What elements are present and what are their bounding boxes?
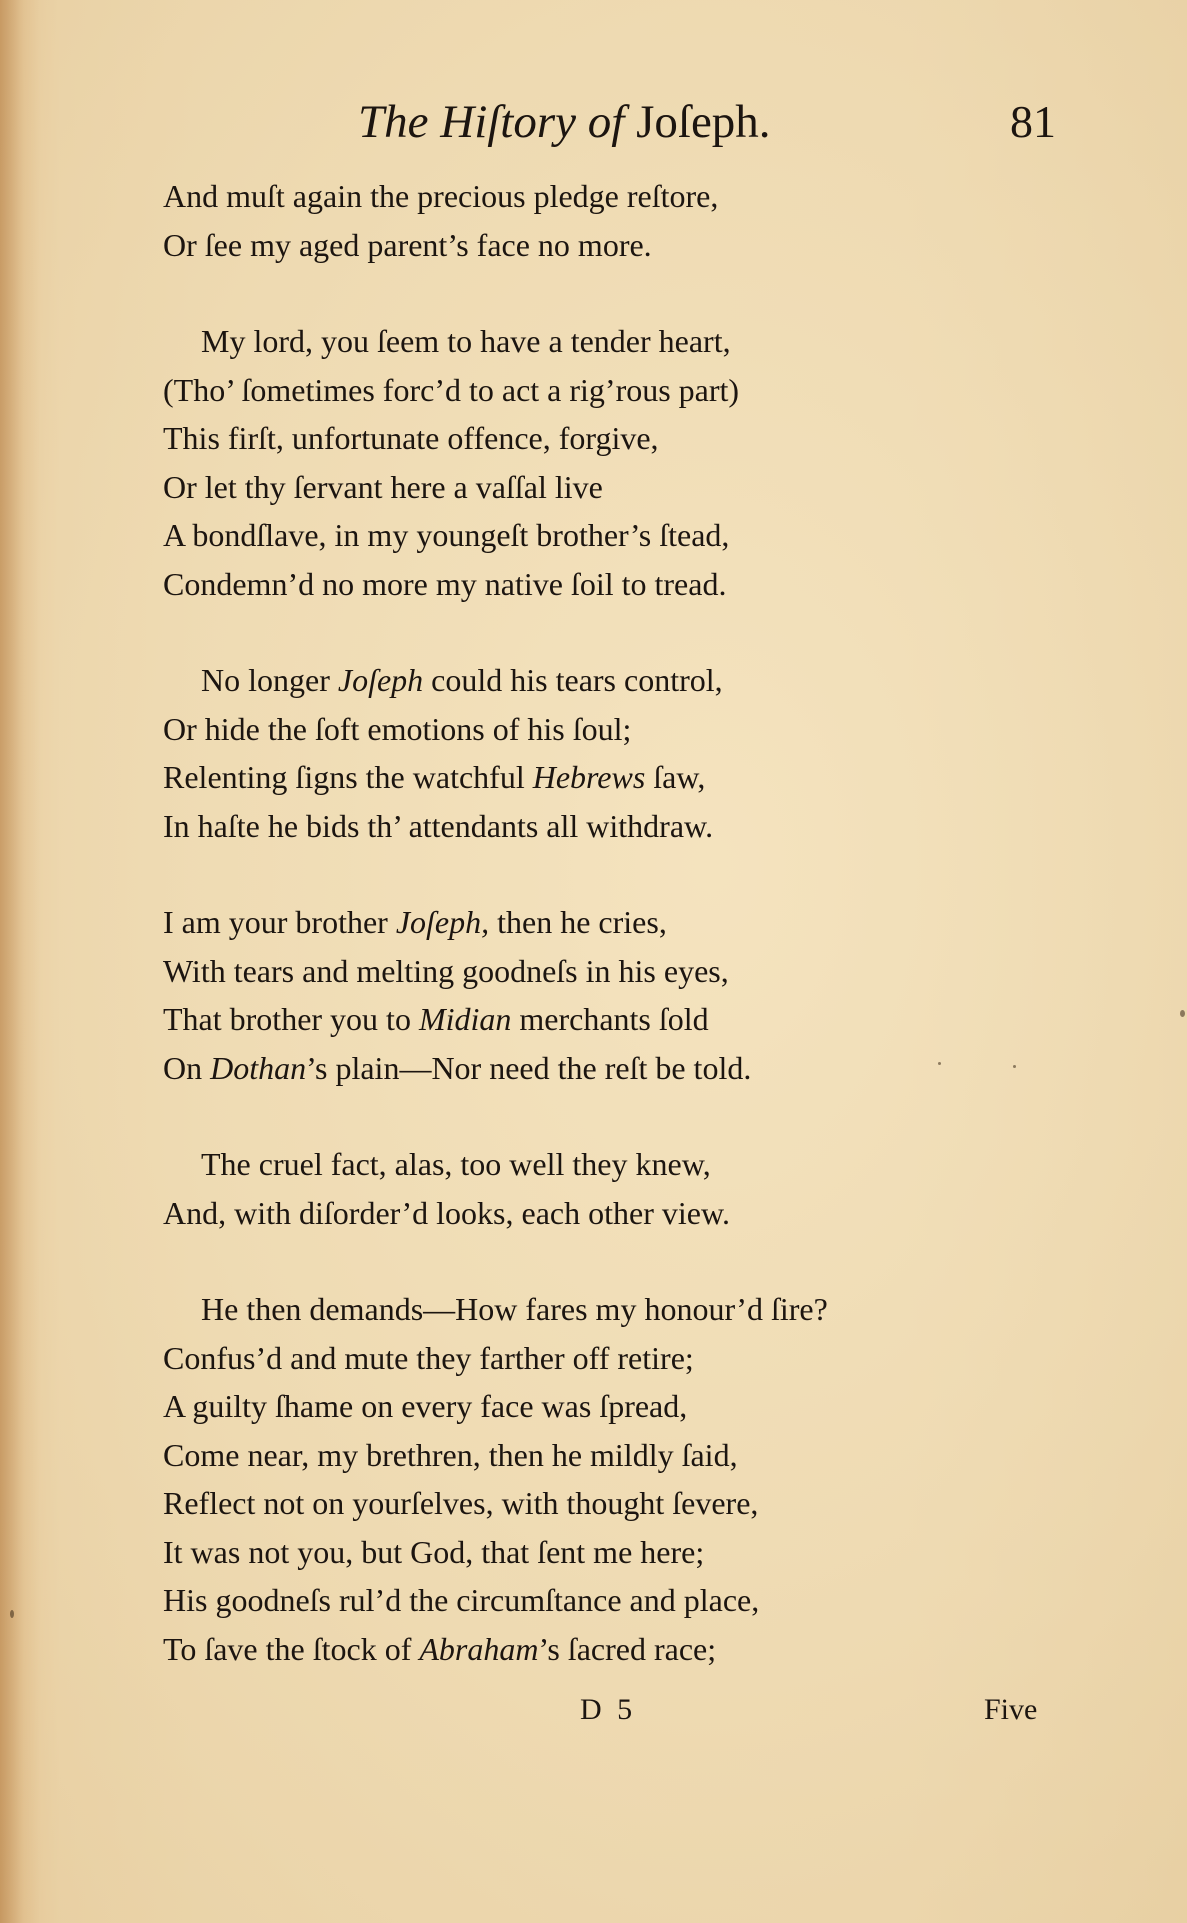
paper-speck — [1180, 1010, 1185, 1017]
verse-line — [163, 802, 1063, 851]
stanza — [163, 898, 1063, 1092]
page-header — [0, 92, 1187, 162]
italic-name: Hebrews — [532, 759, 646, 795]
verse-text: My lord, you ſeem to have a tender heart, — [201, 323, 731, 359]
verse-line — [163, 1044, 1063, 1093]
verse-line — [163, 221, 1063, 270]
verse-line — [163, 511, 1063, 560]
verse-text: merchants ſold — [511, 1001, 709, 1037]
verse-line — [163, 1528, 1063, 1577]
verse-text: To ſave the ſtock of — [163, 1630, 420, 1667]
verse-line — [163, 463, 1063, 512]
stanza — [163, 172, 1063, 269]
stanza — [163, 1285, 1063, 1673]
verse-line — [163, 1431, 1063, 1480]
verse-text: That brother you to — [163, 1001, 419, 1037]
verse-text: (Tho’ ſometimes forc’d to act a rig’rous part) — [163, 371, 740, 408]
verse-text: Or ſee my aged parent’s face no more. — [163, 226, 652, 263]
verse-text: With tears and melting goodneſs in his eyes, — [163, 952, 729, 989]
verse-text: ’s ſacred race; — [538, 1630, 717, 1667]
verse-line — [163, 1625, 1063, 1674]
italic-name: Joſeph, — [395, 904, 490, 940]
verse-text: ſaw, — [645, 759, 706, 795]
page-number: 81 — [1010, 96, 1056, 147]
running-title-part-3: Joſeph. — [636, 96, 771, 148]
page-footer — [0, 1690, 1187, 1740]
verse-text: Condemn’d no more my native ſoil to tread. — [163, 565, 727, 602]
verse-line — [163, 898, 1063, 947]
verse-text: The cruel fact, alas, too well they knew, — [201, 1146, 711, 1182]
verse-line — [163, 1140, 1063, 1189]
verse-line — [163, 366, 1063, 415]
verse-text: Reflect not on yourſelves, with thought ſevere, — [163, 1485, 759, 1521]
running-title — [358, 92, 771, 152]
stanza — [163, 317, 1063, 608]
verse-line — [163, 1479, 1063, 1528]
verse-text: It was not you, but God, that ſent me here; — [163, 1533, 705, 1570]
verse-text: No longer — [201, 662, 338, 698]
verse-text: Or let thy ſervant here a vaſſal live — [163, 468, 603, 505]
verse-text: A bondſlave, in my youngeſt brother’s ſtead, — [163, 517, 730, 553]
verse-line — [163, 560, 1063, 609]
verse-line — [163, 947, 1063, 996]
verse-line — [163, 705, 1063, 754]
paper-speck — [1013, 1065, 1016, 1068]
verse-text: Or hide the ſoft emotions of his ſoul; — [163, 710, 632, 747]
verse-text: could his tears control, — [423, 662, 723, 698]
paper-speck — [10, 1610, 14, 1618]
verse-text: And, with diſorder’d looks, each other view. — [163, 1194, 730, 1231]
verse-text: His goodneſs rul’d the circumſtance and place, — [163, 1582, 760, 1618]
verse-line — [163, 317, 1063, 366]
verse-text: A guilty ſhame on every face was ſpread, — [163, 1388, 688, 1424]
verse-text: In haſte he bids th’ attendants all withdraw. — [163, 807, 714, 844]
verse-text: I am your brother — [163, 904, 396, 940]
italic-name: Abraham — [419, 1630, 539, 1667]
verse-line — [163, 1382, 1063, 1431]
italic-name: Midian — [418, 1001, 512, 1037]
italic-name: Joſeph — [337, 662, 424, 698]
signature-mark: D 5 — [580, 1693, 637, 1726]
running-title-part-2: of — [587, 96, 625, 148]
verse-line — [163, 1189, 1063, 1238]
stanza — [163, 656, 1063, 850]
verse-text: Come near, my brethren, then he mildly ſaid, — [163, 1436, 738, 1473]
catchword: Five — [984, 1693, 1038, 1726]
verse-text: And muſt again the precious pledge reſtore, — [163, 178, 719, 214]
verse-text: ’s plain—Nor need the reſt be told. — [306, 1049, 752, 1086]
paper-speck — [938, 1062, 941, 1065]
verse-text: On — [163, 1049, 211, 1086]
running-title-part-1: The Hiſtory — [358, 96, 577, 148]
gutter-shadow — [0, 0, 40, 1923]
verse-text: Confus’d and mute they farther off retire; — [163, 1339, 694, 1376]
stanza — [163, 1140, 1063, 1237]
verse-text: then he cries, — [489, 904, 667, 940]
verse-line — [163, 172, 1063, 221]
verse-line — [163, 656, 1063, 705]
verse-text: This firſt, unfortunate offence, forgive, — [163, 420, 659, 456]
verse-line — [163, 1334, 1063, 1383]
verse-line — [163, 1576, 1063, 1625]
verse-line — [163, 414, 1063, 463]
verse-line — [163, 995, 1063, 1044]
poem-body — [163, 172, 1063, 1721]
italic-name: Dothan — [210, 1049, 307, 1086]
verse-line — [163, 753, 1063, 802]
verse-line — [163, 1285, 1063, 1334]
verse-text: He then demands—How fares my honour’d ſire? — [201, 1291, 828, 1327]
verse-text: Relenting ſigns the watchful — [163, 759, 533, 795]
